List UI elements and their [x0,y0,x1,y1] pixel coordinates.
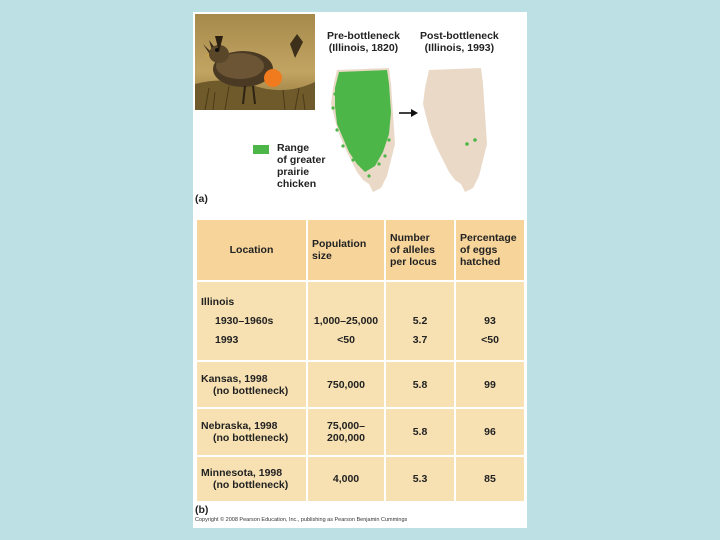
legend-label: Range of greater prairie chicken [277,142,326,190]
illinois-alleles-2: 3.7 [412,333,428,346]
prairie-chicken-photo [195,14,315,110]
legend-swatch [253,145,269,154]
nebraska-eggs: 96 [455,408,525,456]
panel-a-label: (a) [195,193,208,205]
illinois-map-pre [329,64,401,194]
figure-slide [193,12,527,528]
kansas-population: 750,000 [307,361,385,408]
illinois-pop-1: 1,000–25,000 [313,314,379,327]
header-eggs: Percentage of eggs hatched [455,219,525,281]
minnesota-location-cell [196,456,307,502]
illinois-label: Illinois [201,295,235,308]
illinois-eggs-1: 93 [484,314,496,327]
minnesota-eggs: 85 [455,456,525,502]
nebraska-location-cell [196,408,307,456]
minnesota-population: 4,000 [307,456,385,502]
header-alleles: Number of alleles per locus [385,219,455,281]
illinois-eggs-cell [455,281,525,361]
header-population: Population size [307,219,385,281]
illinois-eggs-2: <50 [481,333,499,346]
prairie-chicken-icon [195,14,315,110]
illinois-population-cell [307,281,385,361]
nebraska-location: Nebraska, 1998 [201,420,278,432]
illinois-map-post [421,64,493,194]
nebraska-note: (no bottleneck) [213,432,289,444]
panel-b-label: (b) [195,504,209,516]
header-location: Location [196,219,307,281]
nebraska-alleles: 5.8 [385,408,455,456]
illinois-location-cell [196,281,307,361]
data-table [195,218,524,503]
post-bottleneck-title: Post-bottleneck (Illinois, 1993) [420,30,499,54]
kansas-alleles: 5.8 [385,361,455,408]
illinois-period-2: 1993 [215,333,239,346]
pre-bottleneck-title: Pre-bottleneck (Illinois, 1820) [327,30,400,54]
kansas-note: (no bottleneck) [213,384,289,397]
nebraska-population: 75,000– 200,000 [307,408,385,456]
illinois-period-1: 1930–1960s [215,314,274,327]
minnesota-location: Minnesota, 1998 [201,467,283,479]
illinois-alleles-1: 5.2 [412,314,428,327]
copyright-text: Copyright © 2008 Pearson Education, Inc., publishing as Pearson Benjamin Cummings [195,517,408,523]
kansas-eggs: 99 [455,361,525,408]
illinois-pop-2: <50 [337,333,355,346]
kansas-location-cell [196,361,307,408]
kansas-location: Kansas, 1998 [201,372,268,385]
minnesota-note: (no bottleneck) [213,479,289,491]
minnesota-alleles: 5.3 [385,456,455,502]
arrow-right-icon [399,108,419,118]
illinois-alleles-cell [385,281,455,361]
